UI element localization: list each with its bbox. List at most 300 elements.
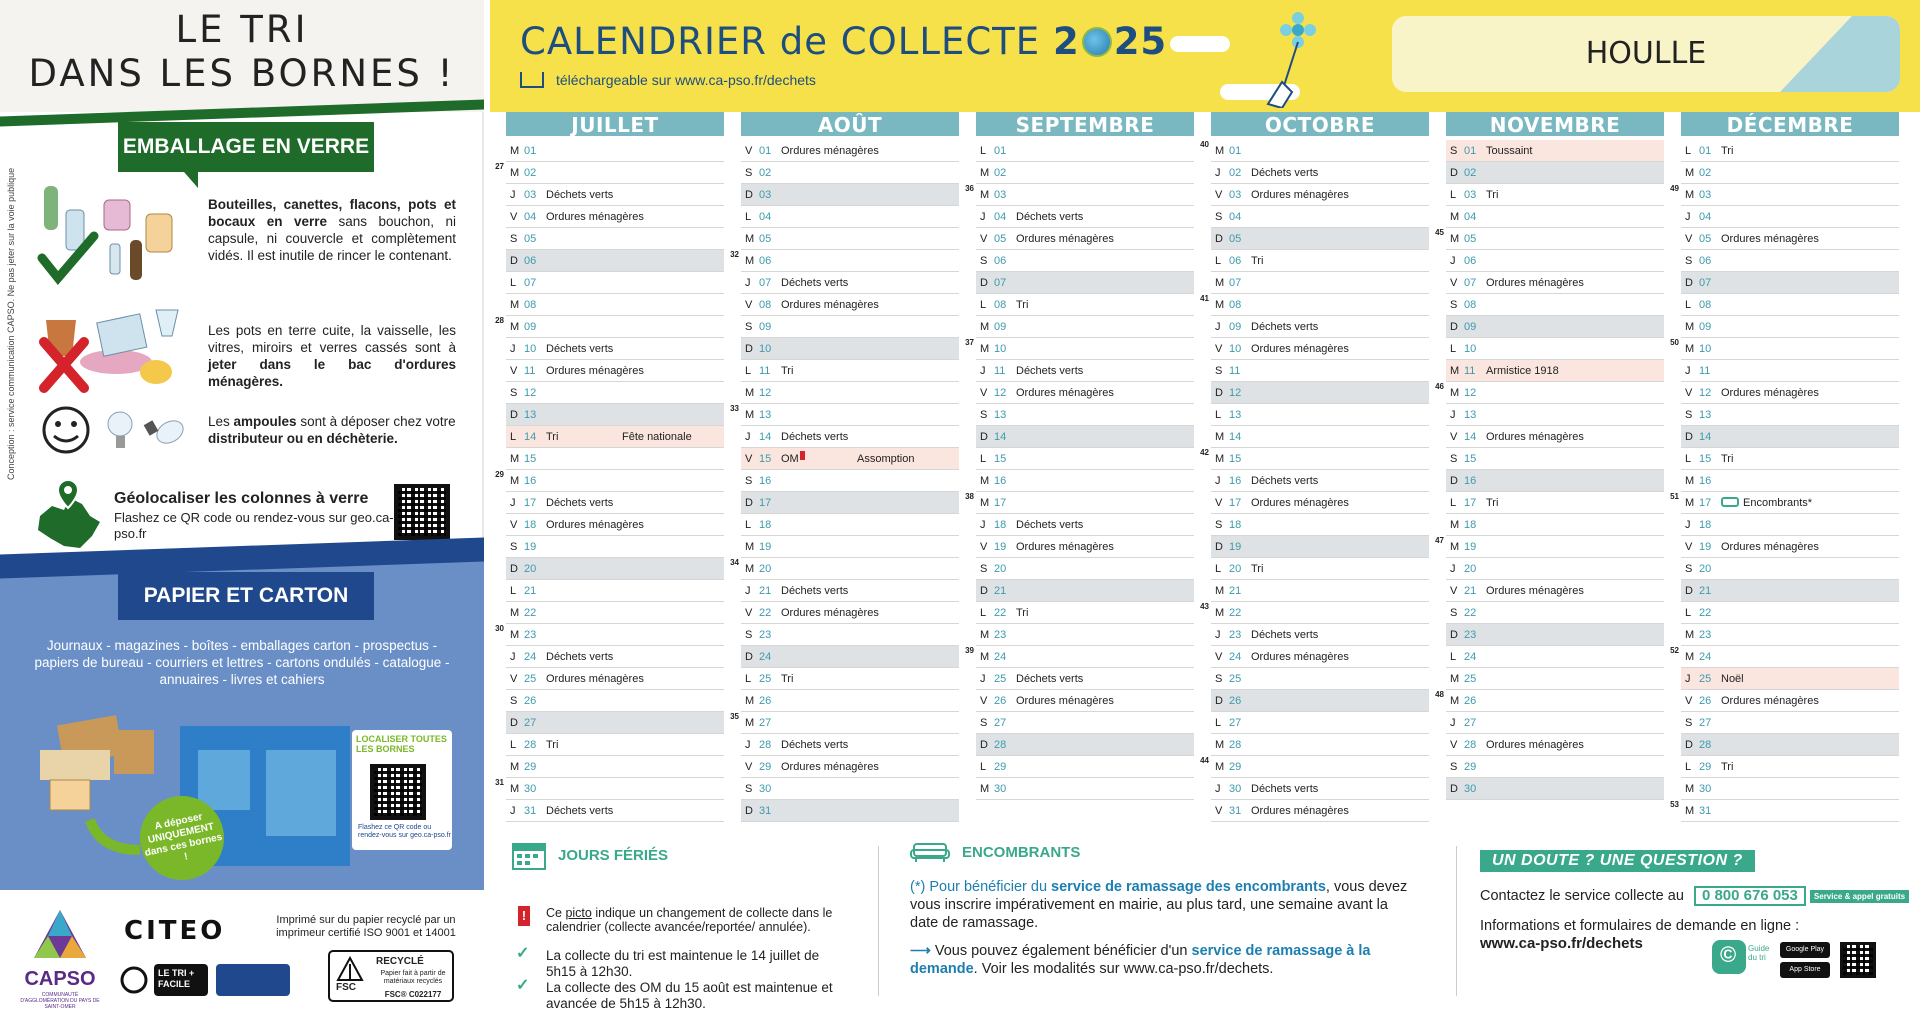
encombrants-p2 [910, 942, 1410, 978]
download-text[interactable]: téléchargeable sur www.ca-pso.fr/dechets [556, 72, 816, 88]
day-row [1446, 448, 1664, 470]
day-row [1681, 404, 1899, 426]
day-event-text: Encombrants* [1743, 497, 1813, 509]
day-event [546, 756, 724, 777]
day-number: 24 [759, 651, 772, 663]
title-line-2: DANS LES BORNES ! [28, 52, 456, 95]
day-number: 01 [1229, 145, 1242, 157]
calendar-title [520, 20, 1167, 63]
day-event [1721, 140, 1899, 161]
day-event-text: Déchets verts [546, 343, 614, 355]
day-letter: L [745, 519, 752, 531]
day-event-text: Ordures ménagères [546, 519, 644, 531]
day-event-text: Déchets verts [546, 651, 614, 663]
day-letter: M [745, 717, 755, 729]
day-letter: D [745, 343, 753, 355]
day-letter: J [1215, 783, 1221, 795]
day-event [1486, 514, 1664, 535]
day-number: 03 [994, 189, 1007, 201]
download-line[interactable] [520, 72, 816, 88]
day-number: 30 [1464, 783, 1477, 795]
day-letter: V [980, 695, 988, 707]
day-letter: M [980, 497, 990, 509]
day-event [1486, 228, 1664, 249]
week-number: 36 [965, 184, 974, 193]
day-row [1211, 558, 1429, 580]
day-letter: L [510, 431, 517, 443]
day-number: 04 [994, 211, 1007, 223]
day-row [506, 140, 724, 162]
contact-text: Contactez le service collecte au [1480, 888, 1684, 904]
day-row [506, 734, 724, 756]
day-event [781, 602, 959, 623]
day-event-text: Ordures ménagères [546, 365, 644, 377]
day-row [1446, 756, 1664, 778]
day-event [781, 338, 959, 359]
day-number: 08 [1464, 299, 1477, 311]
picto-text-b: indique un changement de collecte dans le calendrier (collecte avancée/reportée/ annulée). [546, 906, 833, 934]
encombrants-heading-text: ENCOMBRANTS [962, 843, 1081, 861]
year-digit-a: 2 [1052, 20, 1080, 63]
day-row [976, 756, 1194, 778]
day-letter: S [510, 695, 518, 707]
day-letter: M [1685, 167, 1695, 179]
app-qr-code[interactable] [1840, 942, 1876, 978]
day-letter: J [510, 497, 516, 509]
day-number: 12 [1464, 387, 1477, 399]
day-letter: D [1685, 277, 1693, 289]
day-number: 26 [1699, 695, 1712, 707]
day-row [1681, 272, 1899, 294]
day-number: 30 [1699, 783, 1712, 795]
day-number: 17 [1229, 497, 1242, 509]
day-event [1016, 514, 1194, 535]
day-row [1681, 360, 1899, 382]
day-event [1251, 756, 1429, 777]
capso-name: CAPSO [24, 968, 96, 990]
day-event [546, 492, 724, 513]
day-letter: V [745, 761, 753, 773]
localiser-title: LOCALISER TOUTES LES BORNES [356, 734, 447, 754]
day-letter: S [1215, 211, 1223, 223]
day-letter: L [510, 277, 517, 289]
day-event-text: Déchets verts [1251, 629, 1319, 641]
papier-desc: Journaux - magazines - boîtes - emballages carton - prospectus - papiers de bureau - courriers et lettres - cartons ondulés - catalogue - annuaires - livres et cahiers [34, 638, 450, 687]
day-row [976, 382, 1194, 404]
geo-qr-code[interactable] [394, 484, 450, 540]
day-row [1670, 646, 1899, 668]
day-row [741, 162, 959, 184]
week-number: 32 [730, 250, 739, 259]
contact-line [1480, 886, 1910, 906]
day-event-text: Ordures ménagères [1016, 387, 1114, 399]
check-icon: ✓ [516, 945, 530, 962]
day-event [1016, 184, 1194, 205]
day-row [741, 470, 959, 492]
week-number: 42 [1200, 448, 1209, 457]
day-letter: D [980, 739, 988, 751]
day-event [1251, 778, 1429, 799]
day-letter: D [980, 585, 988, 597]
day-letter: M [980, 783, 990, 795]
day-row [506, 426, 724, 448]
localiser-card[interactable] [352, 730, 452, 850]
day-letter: V [1450, 739, 1458, 751]
day-event [1721, 602, 1899, 623]
day-row [506, 712, 724, 734]
day-letter: M [1685, 651, 1695, 663]
day-event [1016, 426, 1194, 447]
day-row [1446, 492, 1664, 514]
demande-link[interactable]: service de ramassage à la demande [910, 943, 1371, 977]
geo-sub: Flashez ce QR code ou rendez-vous sur geo.ca-pso.fr [114, 510, 394, 541]
day-event [1721, 448, 1899, 469]
day-letter: D [1685, 431, 1693, 443]
day-number: 18 [1464, 519, 1477, 531]
day-number: 14 [759, 431, 772, 443]
day-row [741, 536, 959, 558]
day-letter: M [980, 629, 990, 641]
day-event [1486, 536, 1664, 557]
day-letter: L [1685, 145, 1692, 157]
day-letter: V [1215, 651, 1223, 663]
refused-items-illustration [36, 306, 196, 406]
verre-row-accepted [36, 180, 456, 280]
day-row [1446, 624, 1664, 646]
day-number: 22 [759, 607, 772, 619]
day-event [781, 294, 959, 315]
day-row [506, 338, 724, 360]
day-number: 04 [759, 211, 772, 223]
day-letter: J [1450, 409, 1456, 421]
day-event-text: Ordures ménagères [781, 607, 879, 619]
day-event-text: Ordures ménagères [1016, 541, 1114, 553]
day-number: 14 [524, 431, 537, 443]
day-number: 06 [1699, 255, 1712, 267]
day-row [741, 184, 959, 206]
week-number: 39 [965, 646, 974, 655]
day-number: 05 [1229, 233, 1242, 245]
verre-row-ampoules [36, 400, 456, 460]
day-event-text: Ordures ménagères [1251, 497, 1349, 509]
app-store-badge[interactable]: App Store [1780, 962, 1830, 978]
day-letter: J [1215, 321, 1221, 333]
day-letter: M [980, 167, 990, 179]
day-event [1721, 514, 1899, 535]
info-url[interactable]: www.ca-pso.fr/dechets [1480, 935, 1643, 952]
day-event [1486, 624, 1664, 645]
day-event [1251, 316, 1429, 337]
week-number: 46 [1435, 382, 1444, 391]
day-letter: S [1685, 409, 1693, 421]
day-event-text: Ordures ménagères [781, 761, 879, 773]
picto-text-u: picto [565, 906, 592, 920]
day-event [1016, 756, 1194, 777]
day-event [1486, 316, 1664, 337]
day-event-text: Déchets verts [781, 277, 849, 289]
guide-tri-icon[interactable] [1712, 940, 1746, 974]
day-event-text: Ordures ménagères [1721, 233, 1819, 245]
day-row [730, 558, 959, 580]
day-row [976, 558, 1194, 580]
day-letter: S [980, 255, 988, 267]
day-number: 08 [1229, 299, 1242, 311]
capso-sub: COMMUNAUTÉ D'AGGLOMÉRATION DU PAYS DE SAINT-OMER [20, 992, 100, 1010]
day-number: 24 [1699, 651, 1712, 663]
day-letter: J [510, 651, 516, 663]
day-letter: J [1215, 629, 1221, 641]
day-number: 12 [1699, 387, 1712, 399]
day-event [1721, 778, 1899, 799]
day-number: 27 [1699, 717, 1712, 729]
day-letter: S [510, 233, 518, 245]
day-row [1681, 690, 1899, 712]
day-number: 20 [1229, 563, 1242, 575]
day-event-text: Ordures ménagères [1016, 695, 1114, 707]
day-letter: S [745, 321, 753, 333]
calendar-footer [490, 830, 1920, 1015]
day-letter: M [745, 563, 755, 575]
day-letter: J [980, 365, 986, 377]
day-number: 01 [1464, 145, 1477, 157]
day-letter: J [745, 585, 751, 597]
day-event-text: Ordures ménagères [1486, 585, 1584, 597]
day-number: 19 [994, 541, 1007, 553]
day-number: 06 [524, 255, 537, 267]
day-number: 19 [759, 541, 772, 553]
day-number: 13 [759, 409, 772, 421]
day-letter: D [510, 409, 518, 421]
day-row [741, 426, 959, 448]
day-row [741, 668, 959, 690]
day-row [976, 514, 1194, 536]
day-number: 31 [524, 805, 537, 817]
day-letter: L [980, 607, 987, 619]
day-number: 10 [524, 343, 537, 355]
day-event [1016, 272, 1194, 293]
day-row [506, 294, 724, 316]
day-row [741, 360, 959, 382]
day-row [1211, 162, 1429, 184]
day-number: 23 [759, 629, 772, 641]
day-number: 06 [994, 255, 1007, 267]
day-row [965, 338, 1194, 360]
calendar-area [490, 0, 1920, 1015]
day-row [1681, 514, 1899, 536]
week-number: 51 [1670, 492, 1679, 501]
day-row [495, 162, 724, 184]
day-row [506, 448, 724, 470]
day-event [1251, 536, 1429, 557]
day-letter: V [1215, 189, 1223, 201]
day-letter: L [510, 585, 517, 597]
google-play-badge[interactable]: Google Play [1780, 942, 1830, 958]
day-number: 19 [1464, 541, 1477, 553]
day-letter: J [1450, 255, 1456, 267]
info-text: Informations et formulaires de demande en ligne : [1480, 918, 1800, 934]
encombrants-p2-b: . Voir les modalités sur www.ca-pso.fr/dechets. [973, 961, 1274, 977]
day-letter: S [1215, 673, 1223, 685]
week-number: 44 [1200, 756, 1209, 765]
day-row [1211, 470, 1429, 492]
day-row [741, 206, 959, 228]
day-letter: V [745, 299, 753, 311]
day-number: 12 [1229, 387, 1242, 399]
day-letter: V [510, 519, 518, 531]
day-letter: D [1450, 167, 1458, 179]
day-row [741, 272, 959, 294]
alert-picto-icon [800, 451, 805, 460]
localiser-qr-code[interactable] [370, 764, 426, 820]
day-event-text: Déchets verts [1016, 365, 1084, 377]
calendar-icon [512, 840, 546, 870]
week-number: 34 [730, 558, 739, 567]
day-row [1446, 184, 1664, 206]
day-letter: J [745, 739, 751, 751]
day-letter: J [1685, 519, 1691, 531]
week-number: 53 [1670, 800, 1679, 809]
day-row [976, 294, 1194, 316]
globe-icon [1082, 27, 1112, 57]
day-event [546, 580, 724, 601]
day-event-text: Ordures ménagères [1251, 343, 1349, 355]
day-number: 14 [994, 431, 1007, 443]
week-number: 40 [1200, 140, 1209, 149]
day-event [1486, 448, 1664, 469]
feries-heading-text: JOURS FÉRIÉS [558, 846, 669, 864]
day-letter: D [510, 255, 518, 267]
day-event [1721, 272, 1899, 293]
encombrants-p1 [910, 878, 1410, 932]
commune-name [1392, 16, 1900, 92]
feries-picto-note [512, 906, 852, 934]
day-number: 23 [1464, 629, 1477, 641]
day-row [495, 624, 724, 646]
day-event [781, 778, 959, 799]
day-number: 16 [994, 475, 1007, 487]
day-row [741, 294, 959, 316]
day-event [1016, 558, 1194, 579]
week-number: 49 [1670, 184, 1679, 193]
day-row [1681, 162, 1899, 184]
day-number: 16 [1699, 475, 1712, 487]
day-row [1211, 360, 1429, 382]
day-event [1251, 360, 1429, 381]
verre-row-refused [36, 306, 456, 406]
day-row [1446, 294, 1664, 316]
day-event [1016, 382, 1194, 403]
day-row [976, 734, 1194, 756]
day-event [1016, 338, 1194, 359]
day-number: 21 [759, 585, 772, 597]
day-number: 04 [1464, 211, 1477, 223]
day-number: 08 [524, 299, 537, 311]
day-event [781, 536, 959, 557]
day-number: 30 [759, 783, 772, 795]
day-letter: D [1450, 783, 1458, 795]
day-event [781, 162, 959, 183]
feries-item-2-text: La collecte des OM du 15 août est maintenue et avancée de 5h15 à 12h30. [546, 980, 833, 1011]
day-event-text: Ordures ménagères [1486, 277, 1584, 289]
day-row [1670, 800, 1899, 822]
day-letter: D [1450, 475, 1458, 487]
day-row [741, 778, 959, 800]
day-event-text: Déchets verts [546, 497, 614, 509]
day-letter: M [980, 343, 990, 355]
day-event [1721, 360, 1899, 381]
day-row [976, 536, 1194, 558]
day-letter: M [980, 189, 990, 201]
month-header: DÉCEMBRE [1681, 112, 1899, 136]
day-number: 06 [1229, 255, 1242, 267]
day-letter: S [1215, 519, 1223, 531]
verre-refused-text: Les pots en terre cuite, la vaisselle, les vitres, miroirs et verres cassés sont à jeter dans le bac d'ordures ménagères. [208, 323, 456, 389]
day-letter: M [1450, 387, 1460, 399]
day-letter: L [1450, 189, 1457, 201]
day-row [1200, 140, 1429, 162]
encombrants-link[interactable]: service de ramassage des encombrants [1051, 879, 1326, 895]
day-letter: M [510, 321, 520, 333]
day-number: 07 [1699, 277, 1712, 289]
day-letter: J [980, 211, 986, 223]
day-letter: L [1685, 761, 1692, 773]
day-event [546, 316, 724, 337]
day-letter: M [1450, 519, 1460, 531]
week-number: 41 [1200, 294, 1209, 303]
day-row [976, 668, 1194, 690]
day-row [1446, 404, 1664, 426]
day-letter: M [1215, 299, 1225, 311]
day-row [1681, 140, 1899, 162]
feries-item-1-text: La collecte du tri est maintenue le 14 juillet de 5h15 à 12h30. [546, 948, 820, 979]
day-event-text: Tri [1721, 453, 1734, 465]
day-event-text: Ordures ménagères [1251, 805, 1349, 817]
day-row [1435, 536, 1664, 558]
day-event [1251, 272, 1429, 293]
day-number: 20 [759, 563, 772, 575]
day-number: 31 [759, 805, 772, 817]
day-event [546, 184, 724, 205]
day-letter: V [1685, 387, 1693, 399]
day-number: 24 [1229, 651, 1242, 663]
day-letter: V [980, 541, 988, 553]
day-event [1486, 668, 1664, 689]
day-event [1016, 668, 1194, 689]
day-event [1486, 272, 1664, 293]
day-letter: V [980, 387, 988, 399]
day-letter: M [1450, 541, 1460, 553]
day-number: 03 [1229, 189, 1242, 201]
day-event [1016, 316, 1194, 337]
day-event-text: Tri [781, 365, 794, 377]
calendar-title-text: CALENDRIER de COLLECTE [520, 20, 1041, 63]
day-number: 15 [759, 453, 772, 465]
day-letter: L [745, 673, 752, 685]
day-event [1486, 646, 1664, 667]
day-number: 19 [1229, 541, 1242, 553]
day-number: 25 [524, 673, 537, 685]
phone-number[interactable]: 0 800 676 053 [1694, 886, 1806, 906]
day-number: 11 [759, 365, 771, 377]
day-event [1016, 162, 1194, 183]
day-event [546, 536, 724, 557]
week-number: 52 [1670, 646, 1679, 655]
month-column [495, 112, 724, 822]
day-letter: D [1685, 739, 1693, 751]
day-letter: V [1450, 585, 1458, 597]
day-letter: L [745, 365, 752, 377]
day-letter: S [1450, 761, 1458, 773]
